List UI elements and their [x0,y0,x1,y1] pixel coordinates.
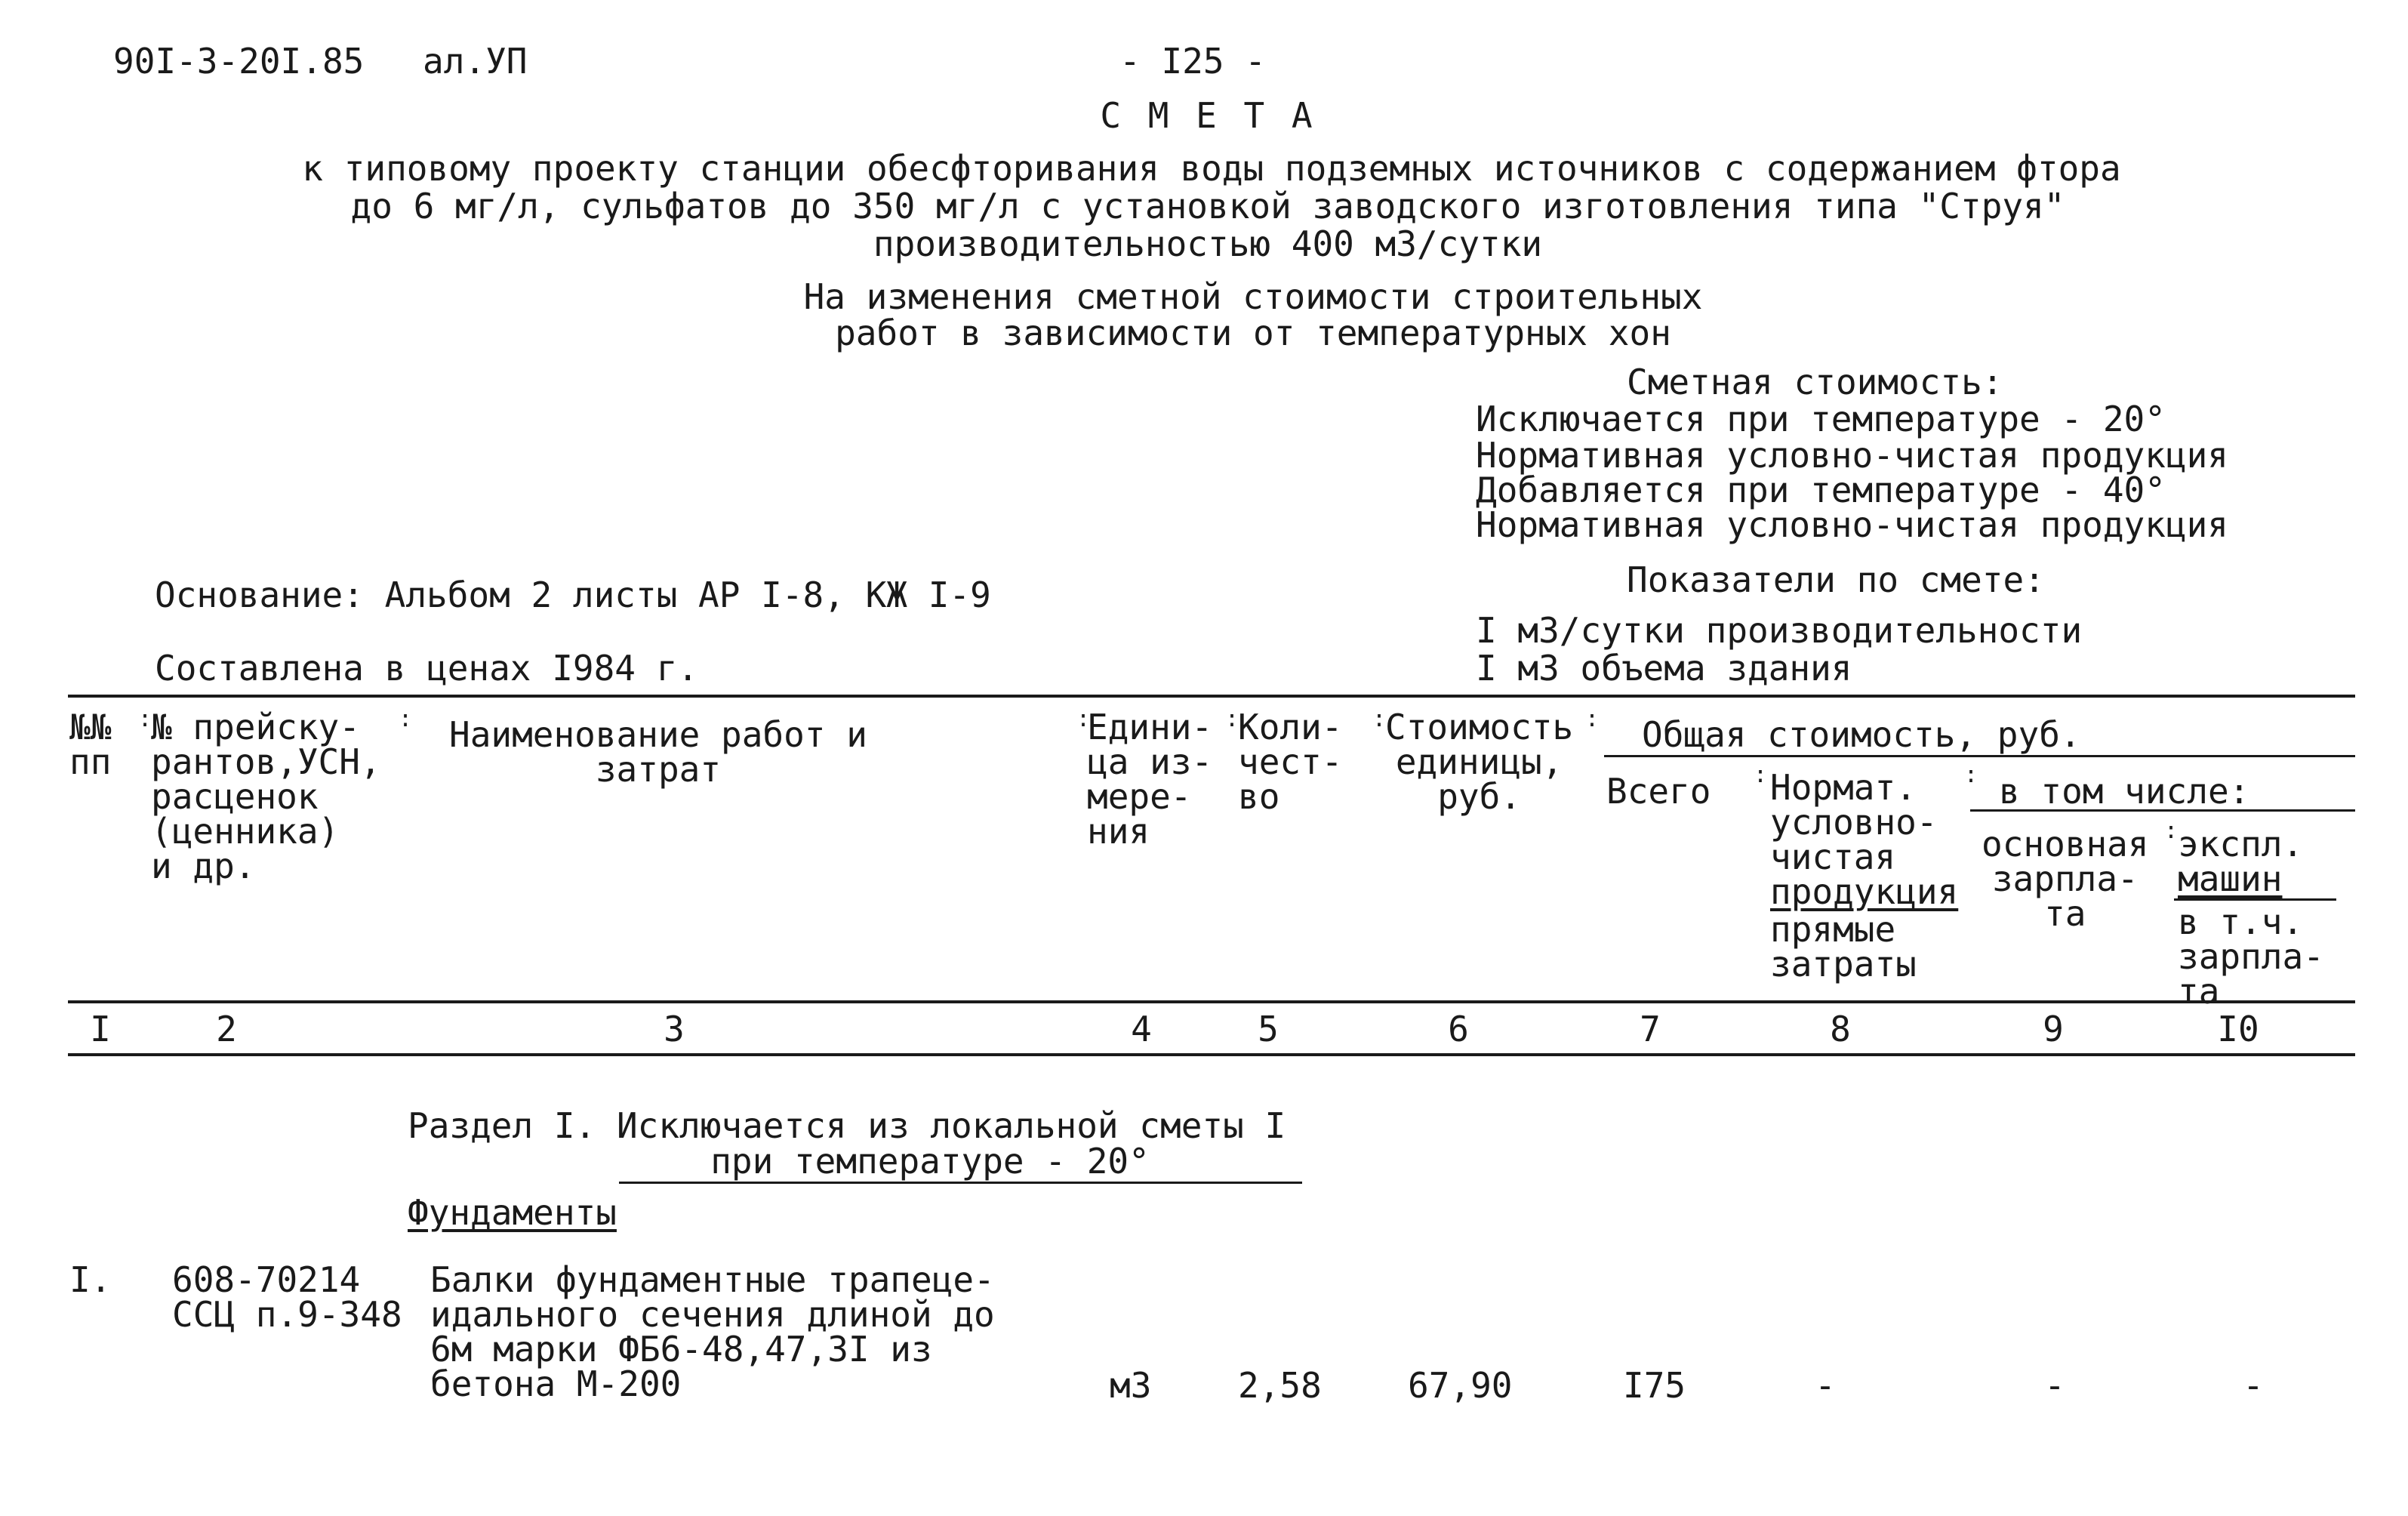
column-number: 8 [1830,1009,1851,1049]
row-number: I. [69,1259,112,1300]
column-number: I0 [2217,1009,2259,1049]
header-row-number: №№ пп [69,707,112,782]
page-number: - I25 - [1119,41,1266,82]
column-separator: : [1225,706,1239,732]
header-normative-product: Нормат. условно- чистая продукция [1770,767,1959,912]
row-total: I75 [1623,1365,1686,1406]
cost-summary-heading: Сметная стоимость: [1627,362,2003,402]
row-price-code: 608-70214 ССЦ п.9-348 [172,1259,402,1335]
header-quantity: Коли- чест- во [1238,707,1343,817]
section-title: Раздел I. Исключается из локальной сметы I [408,1105,1286,1146]
album-label: ал.УП [423,41,528,82]
row-quantity: 2,58 [1238,1365,1322,1406]
column-separator: : [138,706,152,732]
indicators-heading: Показатели по смете: [1627,559,2045,600]
column-number: 2 [216,1009,237,1049]
column-separator: : [399,706,413,732]
column-separator: : [1076,706,1091,732]
basis-line: Основание: Альбом 2 листы АР I-8, КЖ I-9 [155,575,991,615]
indicator-volume: I м3 объема здания [1476,648,1852,689]
column-number: 3 [664,1009,685,1049]
column-separator: : [1372,706,1387,732]
header-work-name: Наименование работ и затрат [449,714,867,790]
column-number: 5 [1258,1009,1279,1049]
normative-product-line-2: Нормативная условно-чистая продукция [1476,504,2228,545]
row-wages: - [2044,1365,2065,1406]
section-title-temperature: при температуре - 20° [710,1141,1150,1182]
header-including-rule [1970,809,2355,812]
indicator-capacity: I м3/сутки производительности [1476,610,2083,651]
column-number: 9 [2043,1009,2064,1049]
header-machine-rule [2174,898,2336,901]
price-base-line: Составлена в ценах I984 г. [155,648,699,689]
document-code: 90I-3-20I.85 [113,41,365,82]
header-machine-wages: в т.ч. зарпла- та [2178,901,2324,1012]
page-title: С М Е Т А [1100,95,1316,136]
header-direct-costs: прямые затраты [1770,909,1917,984]
header-price-code: № прейску- рантов,УСН, расценок (ценника) и др. [151,707,381,886]
header-unit-cost: Стоимость единицы, руб. [1385,707,1574,817]
subject-line-1: На изменения сметной стоимости строительных [803,276,1703,317]
subsection-title: Фундаменты [408,1192,617,1233]
header-base-wages: основная зарпла- та [1982,824,2149,934]
header-group-rule [1604,755,2355,757]
column-separator: : [1585,706,1600,732]
row-machines: - [2243,1365,2264,1406]
column-separator: : [1754,762,1768,788]
column-number: 4 [1131,1009,1152,1049]
cost-excluded-line: Исключается при температуре - 20° [1476,399,2166,439]
table-top-rule [68,695,2355,698]
header-unit: Едини- ца из- мере- ния [1087,707,1213,852]
header-machine-operation: экспл. машин [2178,824,2304,899]
column-number: 7 [1640,1009,1661,1049]
header-total: Всего [1606,771,1711,812]
column-number: I [90,1009,111,1049]
column-separator: : [2164,818,2179,844]
row-work-name: Балки фундаментные трапеце- идального сечения длиной до 6м марки ФБ6-48,47,3I из бетона М-200 [430,1259,995,1404]
row-unit-cost: 67,90 [1408,1365,1513,1406]
project-description-line-2: до 6 мг/л, сульфатов до 350 мг/л с установкой заводского изготовления типа "Струя" [350,186,2065,226]
row-unit: м3 [1110,1365,1152,1406]
header-total-cost-group: Общая стоимость, руб. [1642,714,2081,755]
project-description-line-3: производительностью 400 м3/сутки [873,223,1543,264]
row-normative: - [1815,1365,1836,1406]
project-description-line-1: к типовому проекту станции обесфторивания воды подземных источников с содержанием фтора [302,148,2121,189]
subject-line-2: работ в зависимости от температурных хон [835,313,1671,353]
column-separator: : [1964,762,1978,788]
header-including: в том числе: [1999,771,2250,812]
header-bottom-rule [68,1000,2355,1003]
section-title-rule [619,1182,1302,1184]
column-number: 6 [1448,1009,1469,1049]
normative-product-line-1: Нормативная условно-чистая продукция [1476,435,2228,476]
cost-added-line: Добавляется при температуре - 40° [1476,470,2166,510]
column-numbers-bottom-rule [68,1053,2355,1056]
